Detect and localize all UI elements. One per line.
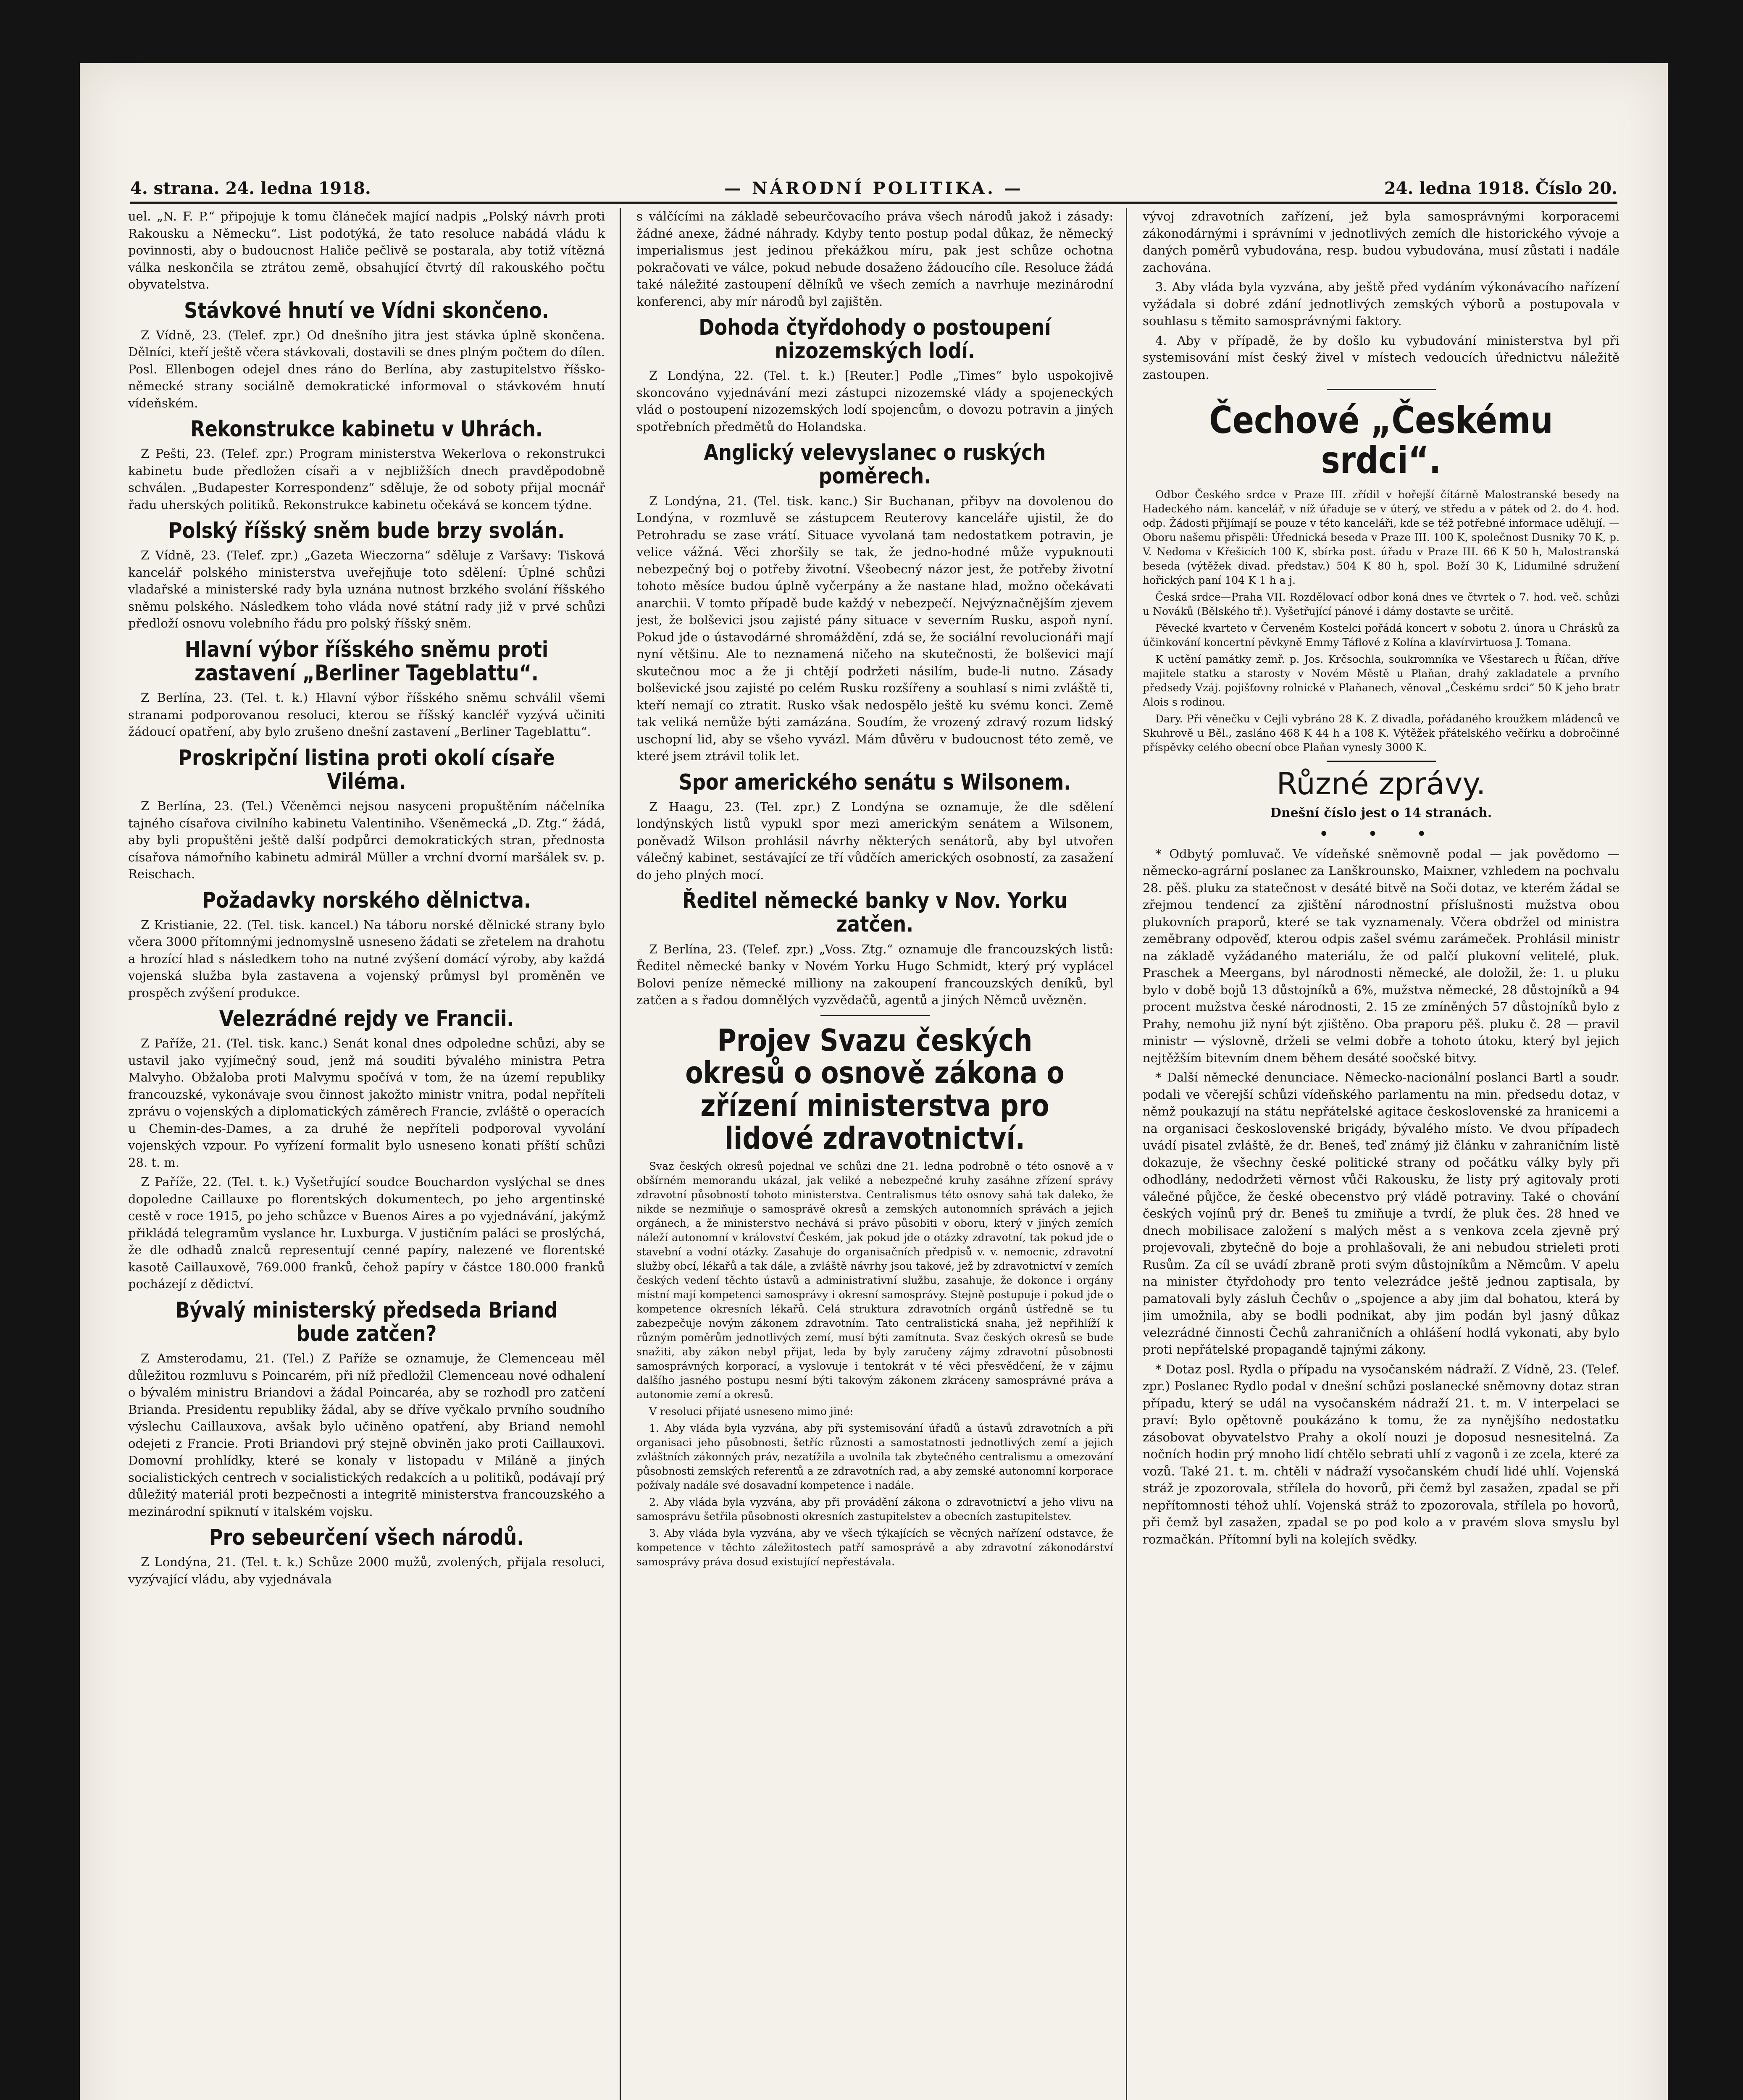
article-text: Z Vídně, 23. (Telef. zpr.) Od dnešního jitra jest stávka úplně skončena. Dělníci, kteří ještě včera stávkovali, dostavili se dnes plným počtem do dílen. Posl. Ellenbogen odejel dnes ráno do Berlína, aby zastupitelstvo říšsko-německé strany sociálně demokratické informoval o stávkovém hnutí vídeňském. (128, 328, 605, 410)
article-text: Z Berlína, 23. (Tel.) Včeněmci nejsou nasyceni propuštěním náčelníka tajného císařova civilního kabinetu Valentiniho. Všeněmecká „D. Ztg.“ žádá, aby byli propuštěni ještě další podpůrci demokratických stran, přednosta císařova námořního kabinetu admirál Müller a vrchní dvorní maršálek sv. p. Reischach. (128, 799, 605, 882)
article-headline: Čechové „Českému srdci“. (1209, 399, 1553, 482)
article-text: 3. Aby vláda byla vyzvána, aby ještě před vydáním výkonávacího nařízení vyžádala si dobré zdání jednotlivých zemských výborů a postupovala v souhlasu s těmito samosprávnými faktory. (1143, 280, 1619, 328)
article-headline: Pro sebeurčení všech národů. (209, 1525, 524, 1551)
header-rule (130, 202, 1617, 204)
article-text: Z Londýna, 22. (Tel. t. k.) [Reuter.] Podle „Times“ bylo uspokojivě skoncováno vyjednávání mezi zástupci nizozemské vlády a spojeneckých vlád o postoupení nizozemských lodí spojencům, o dovozu potravin a jiných spotřebních předmětů do Holandska. (636, 368, 1113, 434)
issue-note: Dnešní číslo jest o 14 stranách. (1270, 805, 1492, 820)
article-text: Z Amsterodamu, 21. (Tel.) Z Paříže se oznamuje, že Clemenceau měl důležitou rozmluvu s Poincarém, při níž předložil Clemenceau nové odhalení o bývalém ministru Briandovi a žádal Poincaréa, aby se rozhodl pro zatčení Brianda. Presidentu republiky žádal, aby se dříve vyčkalo prvního soudního výslechu Caillauxova, avšak bylo učiněno opatření, aby Briand nemohl odejeti z Francie. Proti Briandovi prý stejně obviněn jako proti Caillauxovi. Domovní prohlídky, které se konaly v listopadu v Miláně a jiných socialistických centrech v socialistických redakcích a u politiků, podávají prý důležitý materiál proti bezpečnosti a integritě ministerstva francouzského a mezinárodní spiknutí v italském vojsku. (128, 1351, 605, 1519)
article-headline: Dohoda čtyřdohody o postoupení nizozemských lodí. (699, 315, 1051, 364)
article-text: Z Londýna, 21. (Tel. tisk. kanc.) Sir Buchanan, přibyv na dovolenou do Londýna, v rozmluvě se zástupcem Reuterovy kanceláře ujistil, že do Petrohradu se zase vrátí. Situace vyvolaná tam nedostatkem potravin, je velice vážná. Věci zhoršily se tak, že jedno-hodné může vypuknouti nebezpečný boj o potřeby životní. Všeobecný názor jest, že potřeby životní tohoto měsíce budou úplně vyčerpány a že nastane hlad, možno očekávati anarchii. V tomto případě bude každý v nebezpečí. Nejvýznačnějším zjevem jest, že bolševici jsou zajisté pány situace v severním Rusku, aspoň nyní. Pokud jde o ústavodárné shromáždění, zdá se, že sociální revolucionáři mají nyní většinu. Ale to neznamená ničeho na skutečnosti, že bolševici mají skutečnou moc a že ji chtějí podržeti násilím, bude-li nutno. Zásady bolševické jsou zajisté po celém Rusku rozšířeny a souhlasí s nimi zvláště ti, kteří nemají co ztratit. Rusko však nedospělo ještě ku svému konci. Země tak veliká nemůže býti zamázána. Soudím, že vrozený zdravý rozum lidský uschopní lid, aby se všeho vyvázl. Mám důvěru v budoucnost této země, ve které jsem ztrávil tolik let. (636, 494, 1113, 764)
article-headline: Ředitel německé banky v Nov. Yorku zatčen. (682, 888, 1067, 937)
article-text: K uctění památky zemř. p. Jos. Krčsochla, soukromníka ve Všestarech u Říčan, dříve majitele statku a starosty v Novém Městě u Plaňan, drahý zakladatele a prvního předsedy Vzáj. pojišťovny rolnické v Plaňanech, věnoval „Českému srdci“ 50 K jeho bratr Alois s rodinou. (1143, 653, 1619, 709)
section-divider (1327, 761, 1436, 762)
article-text: Odbor Českého srdce v Praze III. zřídil v hořejší čítárně Malostranské besedy na Hadeckého nám. kancelář, v níž úřaduje se v úterý, ve středu a v pátek od 2. do 4. hod. odp. Žádosti přijímají se pouze v této kanceláři, kde se též potřebné informace udělují. — Oboru našemu přispěli: Úřednická beseda v Praze III. 100 K, společnost Dusniky 70 K, p. V. Nedoma v Křešicích 100 K, sbírka post. úřadu v Praze III. 66 K 50 h, Malostranská beseda (výtěžek divad. představ.) 504 K 80 h, spol. Boží 30 K, Lidumilné sdružení hořických paní 104 K 1 h a j. (1143, 488, 1619, 587)
article-headline: Proskripční listina proti okolí císaře Viléma. (178, 745, 555, 794)
article-headline: Spor amerického senátu s Wilsonem. (678, 769, 1071, 795)
article-text: s válčícími na základě sebeurčovacího práva všech národů jakož i zásady: žádné anexe, žádné náhrady. Kdyby tento postup podal důkaz, že německý imperialismus jest jedinou překážkou míru, pak jest schůze ochotna pokračovati ve válce, pokud nebude dosaženo žádoucího cíle. Resoluce žádá také náležité zastoupení dělníků ve všech zemích a navrhuje mezinárodní konferenci, aby mír národů byl zajištěn. (636, 209, 1113, 309)
column-3 (1143, 208, 1619, 2100)
column-separator (1126, 208, 1127, 2100)
article-text: Česká srdce—Praha VII. Rozdělovací odbor koná dnes ve čtvrtek o 7. hod. več. schůzi u Nováků (Bělského tř.). Vyšetřující pánové i dámy dostavte se určitě. (1143, 591, 1619, 618)
column-1 (128, 208, 605, 2100)
article-headline: Stávkové hnutí ve Vídni skončeno. (184, 298, 549, 323)
article-headline: Polský říšský sněm bude brzy svolán. (168, 518, 565, 544)
article-text: Z Paříže, 21. (Tel. tisk. kanc.) Senát konal dnes odpoledne schůzi, aby se ustavil jako vyjímečný soud, jenž má souditi bývalého ministra Petra Malvyho. Obžaloba proti Malvymu spočívá v tom, že na území republiky francouzské, vykonávaje svou činnost jakožto ministr vnitra, podal nepříteli zprávu o vojenských a diplomatických záměrech Francie, zvláště o operacích u Chemin-des-Dames, a za druhé že nepříteli podporoval vyvolání vojenských vzpour. Po vyřízení formalit bylo usneseno konati příští schůzi 28. t. m. (128, 1036, 605, 1170)
section-title: Různé zprávy. (1276, 766, 1486, 802)
article-text: 4. Aby v případě, že by došlo ku vybudování ministerstva byl při systemisování míst český živel v místech vedoucích úřednictvu náležitě zastoupen. (1143, 333, 1619, 382)
article-text: Z Kristianie, 22. (Tel. tisk. kancel.) Na táboru norské dělnické strany bylo včera 3000 přítomnými jednomyslně usneseno žádati se zřetelem na drahotu a hrozící hlad s následkem toho na nutné zvýšení domácí výroby, aby každá vojenská služba byla zastavena a vojenský průmysl byl proměněn ve prospěch zvýšení produkce. (128, 917, 605, 1000)
article-text: * Odbytý pomluvač. Ve vídeňské sněmovně podal — jak povědomo — německo-agrární poslanec za Lanškrounsko, Maixner, vzhledem na pochvalu 28. pěš. pluku za statečnost v desáté bitvě na Soči dotaz, ve kterém žádal se zřejmou tendencí za zjištění národnostní příslušnosti mužstva obou plukovních praporů, které se tak vyznamenaly. Včera obdržel od ministra zeměbrany odpověď, kterou odpis zašel svému zarámeček. Prohlásil ministr na základě vyžádaného materiálu, že od palčí plukovní velitelé, pluk. Praschek a Meergans, byl národnosti německé, ale doložil, že: 1. u pluku bylo v době bojů 13 důstojníků a 6%, mužstva německé, 28 důstojníků a 94 procent mužstva české národnosti, 2. 15 ze zmíněných 57 důstojníků bylo z Prahy, nemohu již nyní být zjištěno. Oba praporu pěš. pluku č. 28 — pravil ministr — výslovně, drželi se velmi dobře a tohoto útoku, který byl jejich nejtěžším bitevním dnem během desáté soočské bitvy. (1143, 846, 1619, 1065)
article-text: Z Vídně, 23. (Telef. zpr.) „Gazeta Wieczorna“ sděluje z Varšavy: Tisková kancelář polského ministerstva uveřejňuje toto sdělení: Úplné schůzi vladařské a ministerské rady byla uznána nutnost brzkého svolání říšského sněmu polského. Následkem toho vláda nové státní rady již v prvé schůzi předloží osnovu volebního řádu pro polský říšský sněm. (128, 548, 605, 631)
article-text: Z Paříže, 22. (Tel. t. k.) Vyšetřující soudce Bouchardon vyslýchal se dnes dopoledne Caillauxe po florentských dokumentech, po jeho argentinské cestě v roce 1915, po jeho schůzce v Buenos Aires a po vyjednávání, jakýmž přikládá telegramům vyslance hr. Luxburga. V justičním paláci se proslýchá, že dle odhadů znalců representují cenné papíry, nalezené ve florentské kasotě Caillauxově, 769.000 franků, čehož papíry v částce 180.000 franků pocházejí z dědictví. (128, 1175, 605, 1292)
article-text: uel. „N. F. P.“ připojuje k tomu článeček mající nadpis „Polský návrh proti Rakousku a Německu“. List podotýká, že tato resoluce nabádá vládu k povinnosti, aby o budoucnost Haliče pečlivě se postarala, aby totiž vítězná válka neskončila se ztrátou země, obsahující čtvrtý díl rakouského počtu obyvatelstva. (128, 209, 605, 291)
article-text: V resoluci přijaté usneseno mimo jiné: (649, 1405, 854, 1418)
article-headline: Rekonstrukce kabinetu v Uhrách. (190, 417, 543, 442)
article-headline: Anglický velevyslanec o ruských poměrech. (704, 440, 1046, 489)
newspaper-title: — NÁRODNÍ POLITIKA. — (724, 178, 1023, 198)
article-headline: Velezrádné rejdy ve Francii. (219, 1006, 514, 1032)
article-headline: Bývalý ministerský předseda Briand bude zatčen? (175, 1297, 558, 1347)
article-headline: Projev Svazu českých okresů o osnově zákona o zřízení ministerstva pro lidové zdravotnictví. (685, 1022, 1065, 1156)
ornament-dots: • • • (1319, 824, 1443, 844)
article-text: 2. Aby vláda byla vyzvána, aby při provádění zákona o zdravotnictví a jeho vlivu na samosprávu šetřila působnosti okresních zastupitelstev a obecních zastupitelstev. (636, 1496, 1113, 1522)
article-text: * Další německé denunciace. Německo-nacionální poslanci Bartl a soudr. podali ve včerejší schůzi vídeňského parlamentu na min. předsedu dotaz, v němž poukazují na státu nepřátelské agitace československé za hranicemi a na organisaci československé brigády, bývalého místo. Ve dvou případech uvádí pisatel zvláště, že dr. Beneš, teď známý již článku v zahraničním listě dokazuje, že všechny české politické strany od počátku války byly při odhodlány, nedodržeti věrnost vůči Rakousku, že listy prý agitovaly proti válečné půjčce, že české obecenstvo prý vládě potraviny. Také o chování českých vojínů prý dr. Beneš tu zmiňuje a tvrdí, že pluk čes. 28 hned ve dnech mobilisace založení s malých měst a s venkova zcela zjevně prý projevovali, zbytečně do boje a prohlašovali, že ani nebudou strieleti proti Rusům. Za cíl se uvádí zbraně proti svým důstojníkům a Němcům. V apelu na minister čtyřdohody pro tento velezrádce ještě jednou zaptisala, by pamatovali byly zásluh Čechův o „spojence a aby jim dal bohatou, která by jim umožnila, aby se bodli podnikat, aby jim podán byl jasný důkaz velezrádné činnosti Čechů zahraničních a ohlášení hodlá vykonati, aby bylo proti nepřátelské propagandě tajnými zákony. (1143, 1070, 1619, 1357)
article-text: 1. Aby vláda byla vyzvána, aby při systemisování úřadů a ústavů zdravotních a při organisaci jeho působnosti, šetříc různosti a samostatnosti jednotlivých zemí a jejich zvláštních zákonných práv, nezatížila a uvolnila tak zbytečného centralismu a omezování působnosti zemských referentů a ze zdravotních rad, a aby zemské autonomní korporace požívaly nadále své dosavadní kompetence i nadále. (636, 1422, 1113, 1491)
article-headline: Požadavky norského dělnictva. (202, 887, 531, 913)
article-text: Z Pešti, 23. (Telef. zpr.) Program ministerstva Wekerlova o rekonstrukci kabinetu bude předložen císaři a v nejbližších dnech pravděpodobně schválen. „Budapester Korrespondenz“ sděluje, že od soboty přijal mocnář řadu uherských politiků. Rekonstrukce kabinetu očekává se koncem týdne. (128, 446, 605, 512)
article-text: Z Haagu, 23. (Tel. zpr.) Z Londýna se oznamuje, že dle sdělení londýnských listů vypukl spor mezi americkým senátem a Wilsonem, poněvadž Wilson prohlásil návrhy některých senátorů, aby byl utvořen válečný kabinet, sestávající ze tří vůdčích amerických osobností, za zasažení do jeho plných mocí. (636, 799, 1113, 882)
article-text: 3. Aby vláda byla vyzvána, aby ve všech týkajících se věcných nařízení odstavce, že kompetence v těchto záležitostech patří samosprávě a aby zdravotní zákonodárství samosprávy práva dosud existující nepřestávala. (636, 1527, 1113, 1568)
article-text: Pěvecké kvarteto v Červeném Kostelci pořádá koncert v sobotu 2. února u Chrásků za účinkování koncertní pěvkyně Emmy Táflové z Kolína a klavírvirtuosa J. Tomana. (1143, 622, 1619, 649)
section-divider (820, 1015, 930, 1016)
header-date-left: 4. strana. 24. ledna 1918. (130, 178, 371, 198)
page-header (130, 178, 1617, 204)
article-text: Svaz českých okresů pojednal ve schůzi dne 21. ledna podrobně o této osnově a v obšírném memorandu ukázal, jak veliké a nebezpečné kruhy zasáhne zřízení správy zdravotní působností tohoto ministerstva. Centralismus této osnovy sahá tak daleko, že nikde se nezmiňuje o samosprávě okresů a zemských autonomních správách a jejich orgánech, a že ministerstvo nechává si právo působiti v oboru, který v jiných zemích náleží autonomní v království Českém, jak pokud jde o otázky zdravotní, tak pokud jde o stavební a vodní otázky. Zasahuje do organisačních předpisů v. v. nemocnic, zdravotní služby obcí, lékařů a tak dále, a zvláště návrhy jsou takové, jež by zdravotnictví v zemích českých vedení těchto ústavů a administrativní službu, zasahuje, že dokonce i orgány místní mají kompetenci samosprávy i okresní samosprávy. Stejně postupuje i pokud jde o kompetence okresních lékařů. Celá struktura zdravotních orgánů ústředně se tu zabezpečuje novým zákonem zdravotním. Tato centralistická snaha, jež nepřihlíží k různým poměrům jednotlivých zemí, musí býti zamítnuta. Svaz českých okresů se bude snažiti, aby zákon nebyl přijat, leda by byly zaručeny zájmy zdravotní působnosti samosprávných korporací, a vyslovuje i tentokrát v té věci přesvědčení, že v zájmu dalšího jasného postupu nesmí býti takovým zákonem zkráceny samosprávné práva a autonomie zemí a okresů. (636, 1160, 1113, 1401)
article-text: vývoj zdravotních zařízení, jež byla samosprávnými korporacemi zákonodárnými i správními v jednotlivých zemích dle historického vývoje a daných poměrů vybudována, resp. budou vybudována, musí zůstati i nadále zachována. (1143, 209, 1619, 275)
article-text: Dary. Při věnečku v Cejli vybráno 28 K. Z divadla, pořádaného kroužkem mládenců ve Skuhrově u Běl., zasláno 468 K 44 h a 108 K. Výtěžek přátelského večírku a dobročinné příspěvky celého obecní obce Plaňan vynesly 3000 K. (1143, 713, 1619, 754)
section-divider (1327, 389, 1436, 390)
newspaper-page (80, 63, 1668, 2100)
article-text: Z Londýna, 21. (Tel. t. k.) Schůze 2000 mužů, zvolených, přijala resoluci, vyzývající vládu, aby vyjednávala (128, 1555, 605, 1586)
column-2 (636, 208, 1113, 2100)
article-text: * Dotaz posl. Rydla o případu na vysočanském nádraží. Z Vídně, 23. (Telef. zpr.) Poslanec Rydlo podal v dnešní schůzi poslanecké sněmovny dotaz stran případu, který se udál na vysočanském nádraží 21. t. m. V interpelaci se praví: Bylo opětovně poukázáno k tomu, že za nynějšího nedostatku zásobovat obyvatelstvo Prahy a okolí nouzi je doposud nesnesitelná. Za nočních hodin prý mnoho lidí chtělo sebrati uhlí z vagonů i ze zcela, které za vozů. Také 21. t. m. chtěli v nádraží vysočanském chudí lidé uhlí. Vojenská stráž je zpozorovala, střílela do hovorů, při čemž byl zasažen, zpadal se při nepřítomnosti téhož uhlí. Vojenská stráž to zpozorovala, střílela po hovorů, při čemž byl zasažen, zpadal se po pod kolo a v pravém slova smyslu byl rozmačkán. Přítomní byli na kolejích svědky. (1143, 1362, 1619, 1546)
article-text: Z Berlína, 23. (Telef. zpr.) „Voss. Ztg.“ oznamuje dle francouzských listů: Ředitel německé banky v Novém Yorku Hugo Schmidt, který prý vyplácel Bolovi peníze německé milliony na zakoupení francouzských deníků, byl zatčen a s řadou domnělých vyzvědačů, agentů a jiných Němců uvězněn. (636, 942, 1113, 1008)
article-headline: Hlavní výbor říšského sněmu proti zastavení „Berliner Tageblattu“. (184, 637, 549, 686)
column-separator (620, 208, 621, 2100)
article-text: Z Berlína, 23. (Tel. t. k.) Hlavní výbor říšského sněmu schválil všemi stranami podporovanou resoluci, kterou se říšský kancléř vyzývá učiniti žádoucí opatření, aby bylo zrušeno dnešní zastavení „Berliner Tageblattu“. (128, 690, 605, 739)
header-date-right: 24. ledna 1918. Číslo 20. (1384, 178, 1617, 198)
